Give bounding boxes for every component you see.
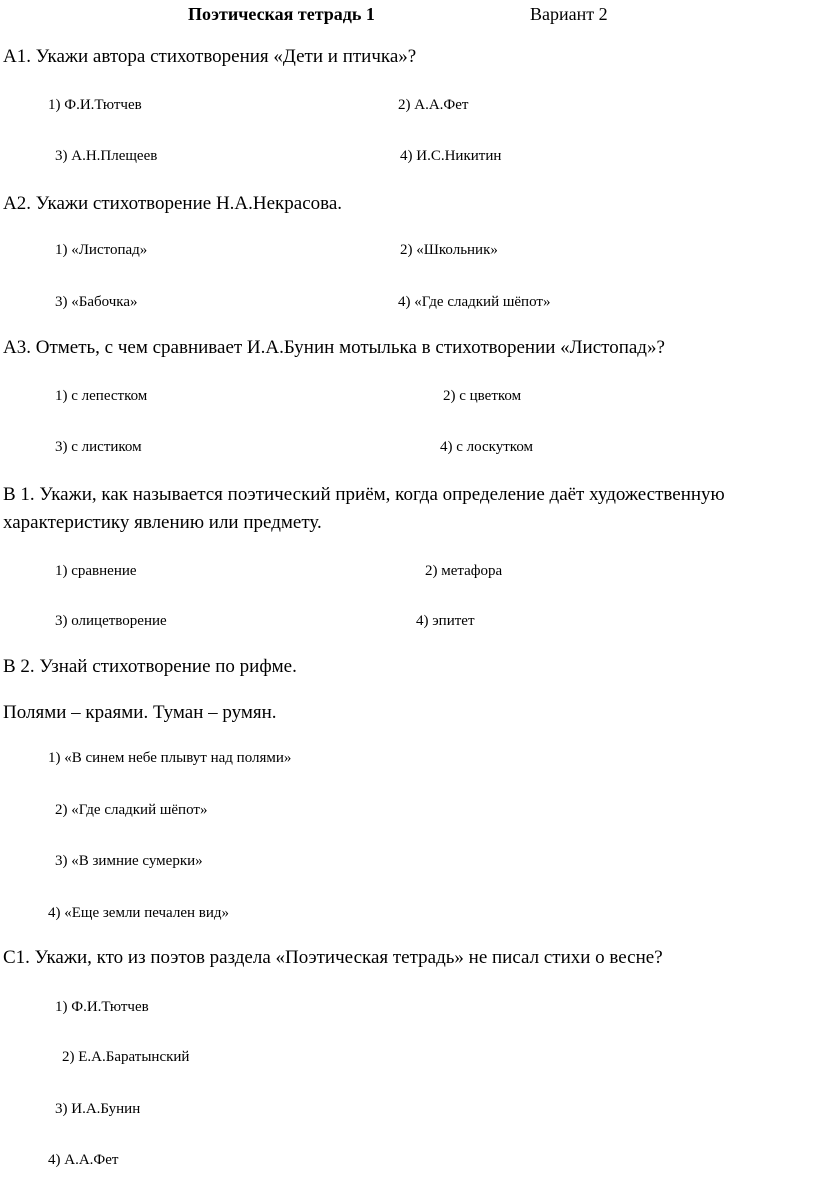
- question-a3: А3. Отметь, с чем сравнивает И.А.Бунин мотылька в стихотворении «Листопад»?: [3, 337, 665, 358]
- option-a2-3: 3) «Бабочка»: [55, 294, 138, 310]
- option-a1-2: 2) А.А.Фет: [398, 97, 469, 113]
- option-b1-2: 2) метафора: [425, 563, 503, 579]
- variant-label: Вариант 2: [530, 4, 608, 24]
- option-a1-3: 3) А.Н.Плещеев: [55, 148, 158, 164]
- rhyme-line: Полями – краями. Туман – румян.: [3, 702, 277, 723]
- question-a2: А2. Укажи стихотворение Н.А.Некрасова.: [3, 193, 343, 214]
- option-c1-4: 4) А.А.Фет: [48, 1152, 119, 1168]
- option-b1-4: 4) эпитет: [416, 613, 475, 629]
- option-a2-1: 1) «Листопад»: [55, 242, 148, 258]
- option-b1-1: 1) сравнение: [55, 563, 137, 579]
- option-c1-3: 3) И.А.Бунин: [55, 1101, 141, 1117]
- option-a3-4: 4) с лоскутком: [440, 439, 534, 455]
- option-a1-4: 4) И.С.Никитин: [400, 148, 502, 164]
- question-c1: С1. Укажи, кто из поэтов раздела «Поэтическая тетрадь» не писал стихи о весне?: [3, 947, 663, 968]
- question-b1-line2: характеристику явлению или предмету.: [3, 512, 322, 533]
- option-b2-2: 2) «Где сладкий шёпот»: [55, 802, 208, 818]
- question-a1: А1. Укажи автора стихотворения «Дети и птичка»?: [3, 46, 417, 67]
- question-b1-line1: В 1. Укажи, как называется поэтический приём, когда определение даёт художественную: [3, 484, 725, 505]
- option-a2-2: 2) «Школьник»: [400, 242, 498, 258]
- option-a2-4: 4) «Где сладкий шёпот»: [398, 294, 551, 310]
- option-b2-3: 3) «В зимние сумерки»: [55, 853, 203, 869]
- option-b1-3: 3) олицетворение: [55, 613, 167, 629]
- question-b2: В 2. Узнай стихотворение по рифме.: [3, 656, 297, 677]
- option-b2-4: 4) «Еще земли печален вид»: [48, 905, 230, 921]
- option-b2-1: 1) «В синем небе плывут над полями»: [48, 750, 292, 766]
- option-a3-2: 2) с цветком: [443, 388, 522, 404]
- option-c1-2: 2) Е.А.Баратынский: [62, 1049, 190, 1065]
- option-a3-3: 3) с листиком: [55, 439, 142, 455]
- option-c1-1: 1) Ф.И.Тютчев: [55, 999, 149, 1015]
- option-a1-1: 1) Ф.И.Тютчев: [48, 97, 142, 113]
- worksheet-title: Поэтическая тетрадь 1: [188, 4, 375, 24]
- option-a3-1: 1) с лепестком: [55, 388, 148, 404]
